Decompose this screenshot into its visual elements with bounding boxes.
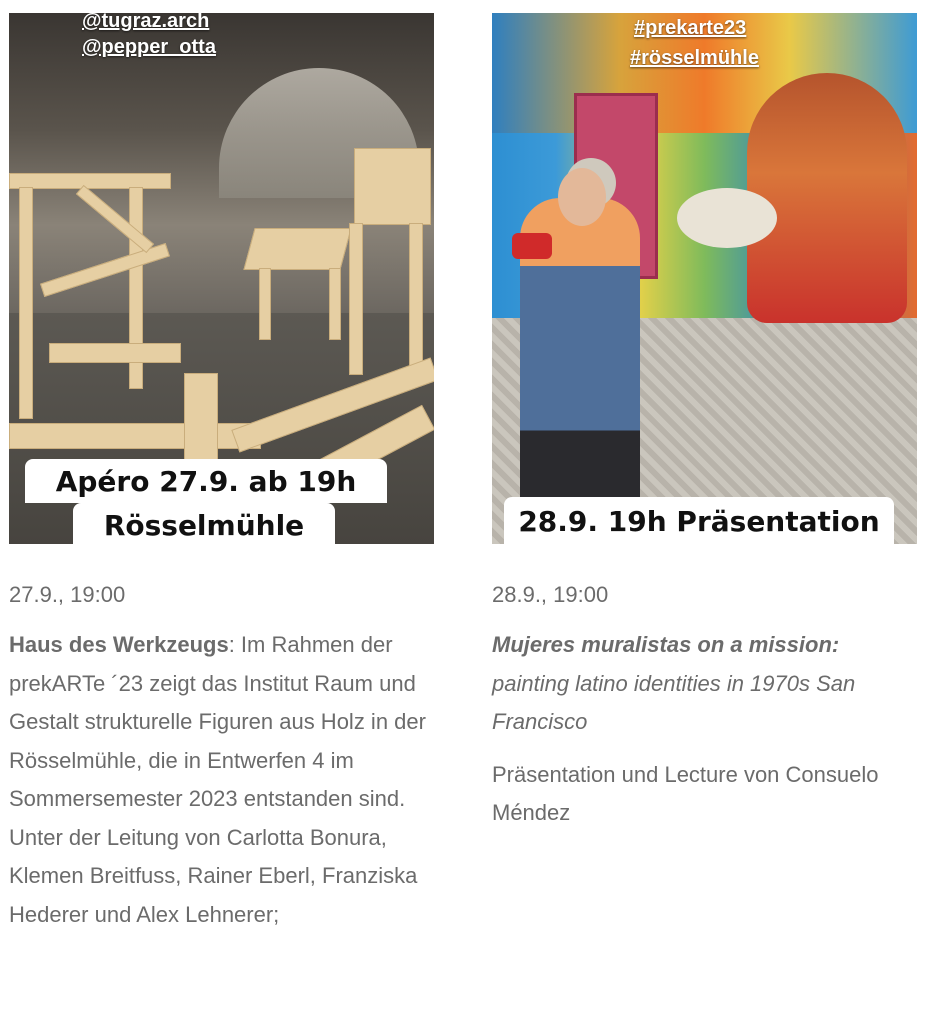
photo-caption-line1: Apéro 27.9. ab 19h [25,459,387,503]
event-description-text: : Im Rahmen der prekARTe ´23 zeigt das Institut Raum und Gestalt strukturelle Figuren aus Holz in der Rösselmühle, die in Entwerfen 4 im Sommersemester 2023 entstanden sind. Unter der Leitung von Carlotta Bonura, Klemen Breitfuss, Rainer Eberl, Franziska Hederer und Alex Lehnerer; [9,632,426,927]
photo-detail [19,187,33,419]
photo-detail [9,173,171,189]
photo-detail [40,243,170,297]
photo-detail [259,268,271,340]
event-title: Haus des Werkzeugs [9,632,229,657]
photo-detail [677,188,777,248]
photo-detail [9,423,261,449]
event-photo-workshop[interactable] [9,13,434,544]
event-description [9,626,434,934]
event-description [492,626,917,833]
event-subtitle: painting latino identities in 1970s San Francisco [492,670,856,734]
photo-detail [354,148,431,225]
event-card-right [492,0,917,833]
photo-detail [512,233,552,259]
photo-caption-line2: Rösselmühle [73,503,335,544]
photo-detail [349,223,363,375]
event-photo-mural[interactable] [492,13,917,544]
event-date: 27.9., 19:00 [9,582,126,607]
event-title: Mujeres muralistas on a mission: [492,632,840,657]
photo-detail [329,268,341,340]
photo-detail [409,223,423,375]
photo-detail [184,373,218,465]
event-card-left [9,0,434,934]
photo-detail [747,73,907,323]
photo-handle: #prekarte23 [634,17,747,39]
photo-handle: @tugraz.arch [82,13,210,32]
event-description-text: Präsentation und Lecture von Consuelo Méndez [492,761,879,825]
photo-handle: @pepper_otta [82,36,216,58]
photo-detail [558,168,606,226]
photo-detail [243,228,351,270]
event-date: 28.9., 19:00 [492,582,609,607]
photo-detail [49,343,181,363]
photo-handle: #rösselmühle [630,47,759,69]
photo-caption: 28.9. 19h Präsentation [504,497,894,544]
